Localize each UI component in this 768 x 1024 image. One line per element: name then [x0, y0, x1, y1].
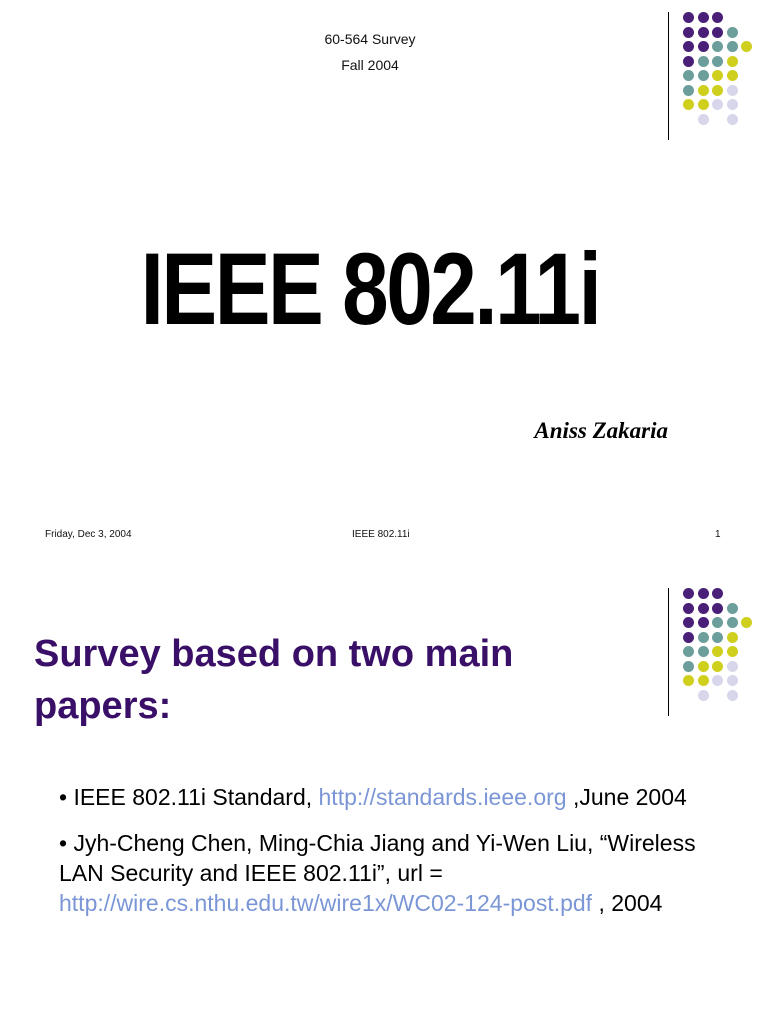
decorative-dot: [698, 603, 709, 614]
decorative-dot: [712, 603, 723, 614]
decorative-dot: [727, 114, 738, 125]
decorative-dot: [712, 646, 723, 657]
decorative-dot: [741, 617, 752, 628]
decorative-dot: [727, 632, 738, 643]
decorative-dot: [683, 675, 694, 686]
decorative-dot: [698, 690, 709, 701]
reference-date: , 2004: [592, 890, 663, 916]
slide-title: IEEE 802.11i: [140, 232, 600, 346]
course-label: 60-564 Survey: [324, 31, 416, 47]
decorative-dot: [683, 85, 694, 96]
decorative-dot: [683, 588, 694, 599]
decorative-dot: [683, 603, 694, 614]
slide-heading-line-1: Survey based on two main: [34, 633, 514, 675]
decorative-dot: [698, 661, 709, 672]
decorative-dot: [712, 99, 723, 110]
reference-list: [59, 782, 719, 934]
decorative-dot: [727, 690, 738, 701]
decorative-dot: [727, 99, 738, 110]
slide-heading-line-2: papers:: [34, 685, 172, 727]
vertical-divider-line: [668, 588, 669, 716]
decorative-dot: [712, 85, 723, 96]
decorative-dot: [698, 114, 709, 125]
decorative-dot: [683, 661, 694, 672]
decorative-dot: [683, 617, 694, 628]
decorative-dot: [712, 12, 723, 23]
decorative-dot: [712, 675, 723, 686]
reference-date: ,June 2004: [566, 784, 687, 810]
decorative-dot: [683, 12, 694, 23]
decorative-dot: [698, 85, 709, 96]
reference-item: [59, 782, 719, 812]
decorative-dot: [727, 661, 738, 672]
footer-date: Friday, Dec 3, 2004: [45, 529, 132, 540]
decorative-dot: [698, 588, 709, 599]
reference-link[interactable]: http://wire.cs.nthu.edu.tw/wire1x/WC02-124-post.pdf: [59, 890, 593, 916]
decorative-dot: [698, 632, 709, 643]
decorative-dot: [712, 588, 723, 599]
decorative-dot: [698, 617, 709, 628]
decorative-dot: [741, 41, 752, 52]
term-label: Fall 2004: [341, 57, 399, 73]
decorative-dot: [698, 12, 709, 23]
decorative-dot: [712, 632, 723, 643]
reference-text: • Jyh-Cheng Chen, Ming-Chia Jiang and Yi-Wen Liu, “Wireless LAN Security and IEEE 802.11i”, url =: [59, 830, 696, 886]
decorative-dot: [727, 603, 738, 614]
decorative-dot: [727, 85, 738, 96]
decorative-dot: [683, 632, 694, 643]
footer-title: IEEE 802.11i: [352, 529, 410, 540]
decorative-dot: [727, 675, 738, 686]
reference-text: • IEEE 802.11i Standard,: [59, 784, 319, 810]
decorative-dot: [698, 675, 709, 686]
decorative-dot: [683, 646, 694, 657]
reference-link[interactable]: http://standards.ieee.org: [318, 784, 567, 810]
author-name: Aniss Zakaria: [534, 418, 668, 443]
decorative-dot: [698, 646, 709, 657]
decorative-dot: [727, 617, 738, 628]
decorative-dot: [712, 661, 723, 672]
decorative-dot: [712, 617, 723, 628]
decorative-dot: [683, 99, 694, 110]
slide-heading: [34, 628, 634, 732]
decorative-dot: [727, 646, 738, 657]
content-slide: [0, 576, 768, 1024]
reference-item: [59, 828, 719, 918]
footer-page-number: 1: [715, 529, 721, 540]
decorative-dot: [698, 99, 709, 110]
